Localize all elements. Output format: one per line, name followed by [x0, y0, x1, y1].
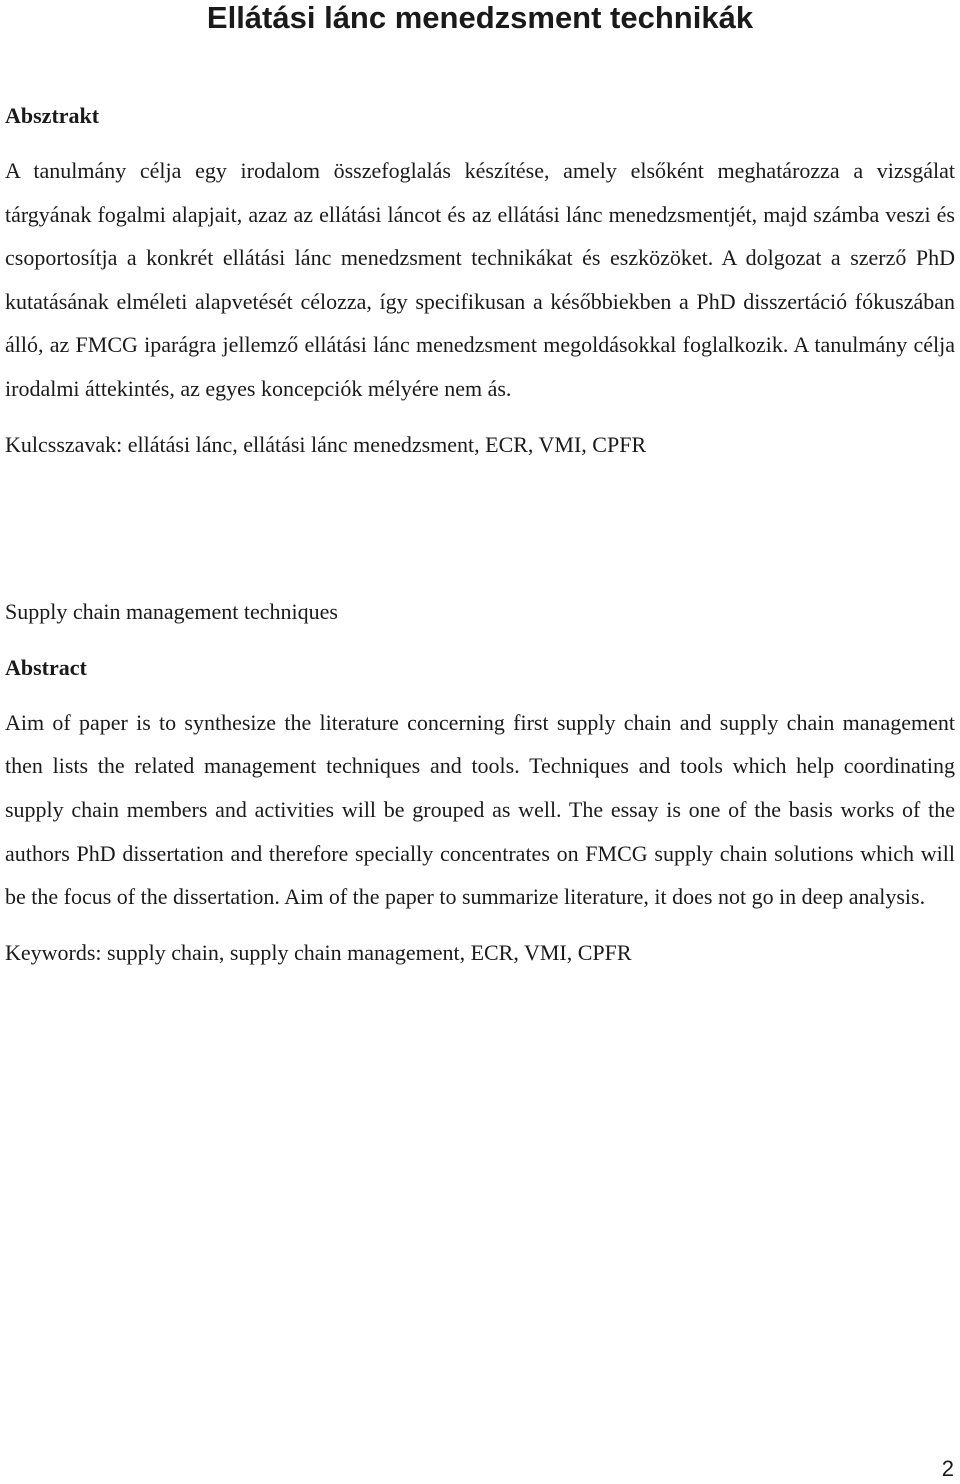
section-spacer — [5, 466, 955, 590]
english-abstract-heading: Abstract — [5, 654, 87, 680]
english-keywords: Keywords: supply chain, supply chain management, ECR, VMI, CPFR — [5, 939, 632, 965]
hungarian-keywords: Kulcsszavak: ellátási lánc, ellátási lánc menedzsment, ECR, VMI, CPFR — [5, 431, 647, 457]
document-body — [5, 94, 955, 974]
page-number: 2 — [941, 1456, 954, 1481]
hungarian-section — [5, 94, 955, 466]
english-section — [5, 590, 955, 974]
hungarian-abstract-heading: Absztrakt — [5, 103, 100, 128]
hungarian-abstract-text: A tanulmány célja egy irodalom összefoglalás készítése, amely elsőként meghatározza a vizsgálat tárgyának fogalmi alapjait, azaz az ellátási láncot és az ellátási lánc menedzsmentjét, majd számba veszi és csoportosítja a konkrét ellátási lánc menedzsment technikákat és eszközöket. A dolgozat a szerző PhD kutatásának elméleti alapvetését célozza, így specifikusan a későbbiekben a PhD disszertáció fókuszában álló, az FMCG iparágra jellemző ellátási lánc menedzsment megoldásokkal foglalkozik. A tanulmány célja irodalmi áttekintés, az egyes koncepciók mélyére nem ás. — [5, 158, 955, 401]
page-title: Ellátási lánc menedzsment technikák — [206, 0, 754, 35]
english-title: Supply chain management techniques — [5, 599, 338, 625]
english-abstract-text: Aim of paper is to synthesize the literature concerning first supply chain and supply chain management then lists the related management techniques and tools. Techniques and tools which help coordinating supply chain members and activities will be grouped as well. The essay is one of the basis works of the authors PhD dissertation and therefore specially concentrates on FMCG supply chain solutions which will be the focus of the dissertation. Aim of the paper to summarize literature, it does not go in deep analysis. — [5, 709, 955, 910]
